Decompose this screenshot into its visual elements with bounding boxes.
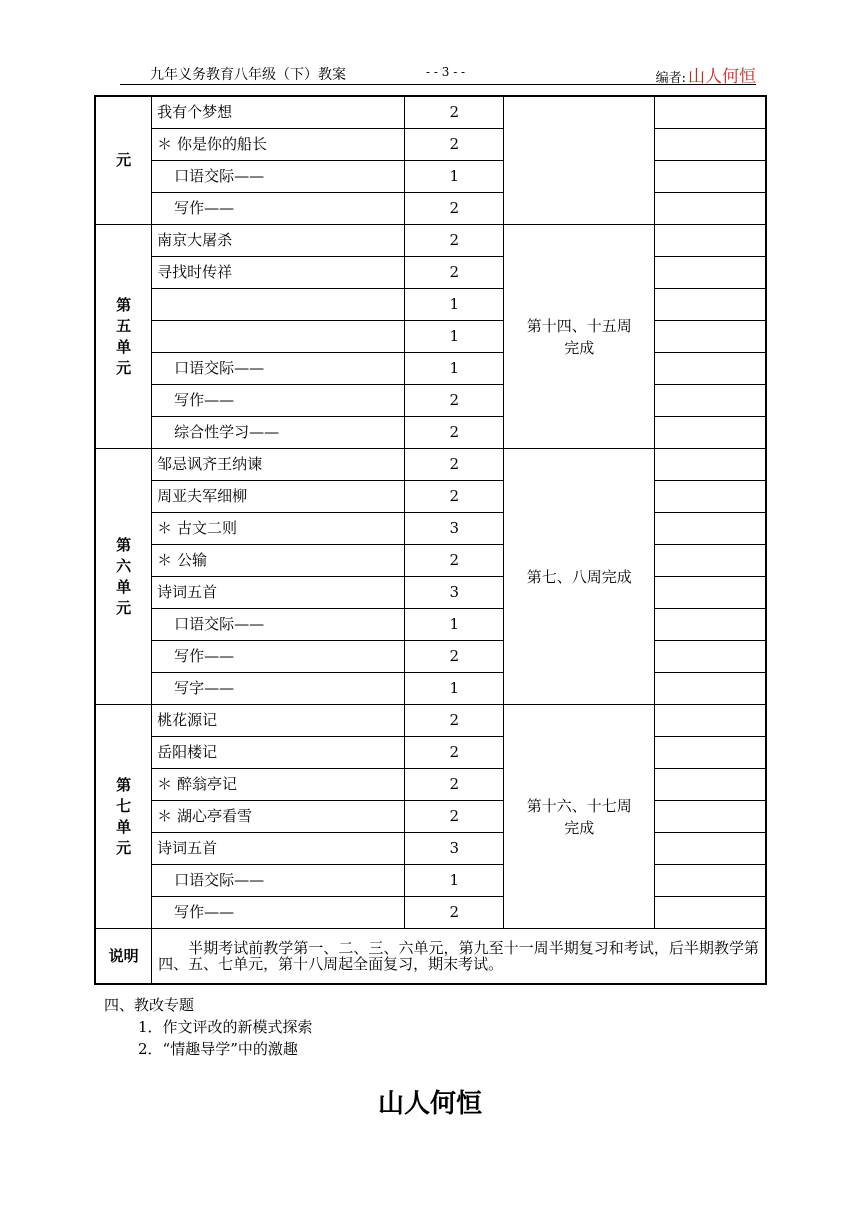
unit-label-char: 元	[116, 598, 132, 617]
remarks-cell	[655, 321, 766, 353]
document-title: 九年义务教育八年级（下）教案	[150, 67, 346, 83]
remarks-cell	[655, 129, 766, 161]
schedule-text: 第七、八周完成	[526, 567, 632, 586]
remarks-cell	[655, 193, 766, 225]
author-label: 编者:	[655, 71, 686, 86]
remarks-cell	[655, 865, 766, 897]
hours-cell: 2	[405, 385, 504, 417]
lesson-cell: 寻找时传祥	[152, 257, 405, 289]
unit-label	[95, 225, 152, 449]
remarks-cell	[655, 609, 766, 641]
unit-label-char: 元	[116, 151, 132, 169]
hours-cell: 1	[405, 289, 504, 321]
schedule-cell	[504, 449, 655, 705]
schedule-cell	[504, 96, 655, 225]
schedule-cell	[504, 225, 655, 449]
schedule-text: 第十四、十五周完成	[526, 316, 632, 357]
hours-cell: 3	[405, 513, 504, 545]
table-row	[95, 609, 766, 641]
hours-cell: 1	[405, 353, 504, 385]
lesson-cell: 周亚夫军细柳	[152, 481, 405, 513]
author	[656, 62, 756, 87]
table-row	[95, 321, 766, 353]
remarks-cell	[655, 161, 766, 193]
unit-label-char: 单	[116, 817, 132, 836]
hours-cell: 2	[405, 96, 504, 129]
note-text-cell	[152, 929, 766, 985]
lesson-cell: 岳阳楼记	[152, 737, 405, 769]
remarks-cell	[655, 897, 766, 929]
unit-label	[95, 96, 152, 225]
table-row	[95, 737, 766, 769]
lesson-cell: ＊ 公输	[152, 545, 405, 577]
lesson-cell: 口语交际——	[152, 609, 405, 641]
hours-cell: 2	[405, 225, 504, 257]
lesson-cell: 口语交际——	[152, 161, 405, 193]
remarks-cell	[655, 353, 766, 385]
remarks-cell	[655, 801, 766, 833]
unit-label-char: 单	[116, 577, 132, 596]
lesson-cell: 写作——	[152, 641, 405, 673]
remarks-cell	[655, 257, 766, 289]
lesson-cell: ＊ 古文二则	[152, 513, 405, 545]
table-row	[95, 193, 766, 225]
note-row	[95, 929, 766, 985]
unit-label-char: 元	[116, 838, 132, 857]
table-row	[95, 641, 766, 673]
remarks-cell	[655, 705, 766, 737]
remarks-cell	[655, 545, 766, 577]
hours-cell: 2	[405, 449, 504, 481]
hours-cell: 3	[405, 833, 504, 865]
lesson-cell: 诗词五首	[152, 833, 405, 865]
table-row	[95, 385, 766, 417]
schedule-cell	[504, 705, 655, 929]
table-row	[95, 705, 766, 737]
section-heading: 四、教改专题	[104, 996, 195, 1014]
remarks-cell	[655, 673, 766, 705]
remarks-cell	[655, 225, 766, 257]
topic-item: 2．“情趣导学”中的激趣	[138, 1040, 298, 1058]
table-row	[95, 513, 766, 545]
table-row	[95, 449, 766, 481]
hours-cell: 1	[405, 161, 504, 193]
lesson-cell: 写字——	[152, 673, 405, 705]
topic-item: 1．作文评改的新模式探索	[138, 1018, 313, 1036]
hours-cell: 1	[405, 865, 504, 897]
hours-cell: 2	[405, 705, 504, 737]
hours-cell: 2	[405, 897, 504, 929]
hours-cell: 1	[405, 609, 504, 641]
table-row	[95, 161, 766, 193]
table-row	[95, 225, 766, 257]
table-row	[95, 129, 766, 161]
teaching-plan-table	[94, 95, 767, 985]
hours-cell: 2	[405, 193, 504, 225]
note-label: 说明	[95, 929, 152, 985]
unit-label-char: 第	[116, 535, 132, 554]
table-row	[95, 833, 766, 865]
unit-label	[95, 449, 152, 705]
table-row	[95, 769, 766, 801]
lesson-cell: 邹忌讽齐王纳谏	[152, 449, 405, 481]
hours-cell: 2	[405, 129, 504, 161]
lesson-cell	[152, 321, 405, 353]
remarks-cell	[655, 833, 766, 865]
table-row	[95, 545, 766, 577]
hours-cell: 2	[405, 801, 504, 833]
lesson-cell: 桃花源记	[152, 705, 405, 737]
hours-cell: 2	[405, 481, 504, 513]
unit-label-char: 第	[116, 295, 132, 314]
table-row	[95, 257, 766, 289]
table-row	[95, 865, 766, 897]
unit-label-char: 六	[116, 556, 132, 575]
lesson-cell: 综合性学习——	[152, 417, 405, 449]
lesson-cell: 我有个梦想	[152, 96, 405, 129]
hours-cell: 2	[405, 641, 504, 673]
table-row	[95, 417, 766, 449]
remarks-cell	[655, 641, 766, 673]
author-name: 山人何恒	[688, 67, 756, 87]
hours-cell: 2	[405, 737, 504, 769]
remarks-cell	[655, 417, 766, 449]
table-row	[95, 577, 766, 609]
lesson-cell: ＊ 湖心亭看雪	[152, 801, 405, 833]
lesson-cell: 写作——	[152, 385, 405, 417]
lesson-cell: 写作——	[152, 897, 405, 929]
lesson-cell: 口语交际——	[152, 353, 405, 385]
lesson-cell: 写作——	[152, 193, 405, 225]
hours-cell: 1	[405, 673, 504, 705]
note-text: 半期考试前教学第一、二、三、六单元，第九至十一周半期复习和考试，后半期教学第四、五、七单元，第十八周起全面复习，期末考试。	[158, 938, 759, 973]
unit-label-char: 元	[116, 358, 132, 377]
hours-cell: 2	[405, 257, 504, 289]
reform-topics	[104, 994, 313, 1060]
table-row	[95, 353, 766, 385]
lesson-cell: 南京大屠杀	[152, 225, 405, 257]
unit-label	[95, 705, 152, 929]
remarks-cell	[655, 449, 766, 481]
remarks-cell	[655, 481, 766, 513]
schedule-text: 第十六、十七周完成	[526, 796, 632, 837]
remarks-cell	[655, 737, 766, 769]
unit-label-char: 五	[116, 316, 132, 335]
unit-label-char: 第	[116, 775, 132, 794]
footer-signature: 山人何恒	[377, 1089, 482, 1119]
remarks-cell	[655, 513, 766, 545]
unit-label-char: 七	[116, 796, 132, 815]
lesson-cell: ＊ 你是你的船长	[152, 129, 405, 161]
remarks-cell	[655, 289, 766, 321]
hours-cell: 2	[405, 417, 504, 449]
hours-cell: 3	[405, 577, 504, 609]
lesson-cell	[152, 289, 405, 321]
hours-cell: 2	[405, 545, 504, 577]
unit-label-char: 单	[116, 337, 132, 356]
remarks-cell	[655, 769, 766, 801]
remarks-cell	[655, 577, 766, 609]
lesson-cell: ＊ 醉翁亭记	[152, 769, 405, 801]
hours-cell: 1	[405, 321, 504, 353]
table-row	[95, 96, 766, 129]
remarks-cell	[655, 96, 766, 129]
table-row	[95, 801, 766, 833]
table-row	[95, 289, 766, 321]
lesson-cell: 口语交际——	[152, 865, 405, 897]
table-row	[95, 481, 766, 513]
page-number: - - 3 - -	[426, 65, 466, 79]
page-header	[120, 62, 756, 85]
hours-cell: 2	[405, 769, 504, 801]
lesson-cell: 诗词五首	[152, 577, 405, 609]
table-row	[95, 897, 766, 929]
table-row	[95, 673, 766, 705]
remarks-cell	[655, 385, 766, 417]
